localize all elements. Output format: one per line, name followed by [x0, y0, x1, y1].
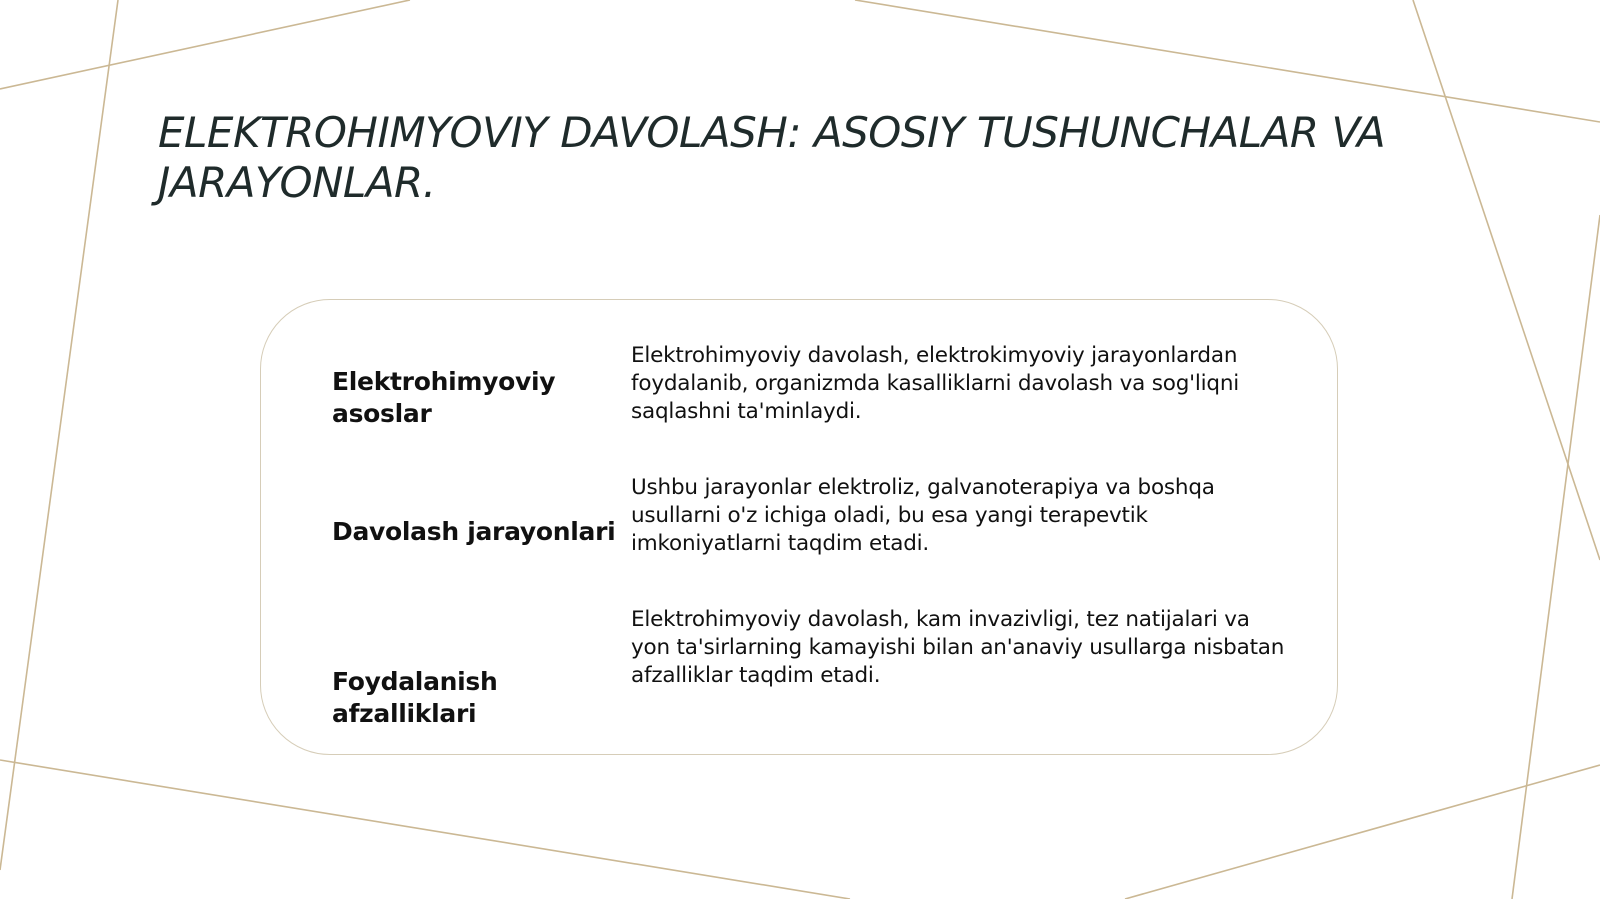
row-description-2: Ushbu jarayonlar elektroliz, galvanoterapiya va boshqa usullarni o'z ichiga oladi, bu esa yangi terapevtik imkoniyatlarni taqdim etadi. — [631, 475, 1215, 556]
deco-line-bottom-left-diagonal — [0, 760, 850, 899]
row-term-1: Elektrohimyoviy asoslar — [332, 367, 556, 428]
row-term-2: Davolash jarayonlari — [332, 517, 616, 546]
row-description-3: Elektrohimyoviy davolash, kam invazivligi, tez natijalari va yon ta'sirlarning kamayishi bilan an'anaviy usullarga nisbatan afzalliklar taqdim etadi. — [631, 607, 1285, 688]
deco-line-right-steep — [1413, 0, 1600, 560]
deco-line-bottom-right-diagonal — [1125, 765, 1600, 899]
deco-line-right-vertical — [1512, 215, 1600, 899]
deco-line-top-left-diagonal — [0, 0, 410, 89]
row-term-3: Foydalanish afzalliklari — [332, 667, 498, 728]
deco-line-left-vertical — [0, 0, 118, 870]
slide-title: ELEKTROHIMYOVIY DAVOLASH: ASOSIY TUSHUNCHALAR VA JARAYONLAR. — [158, 108, 1386, 207]
deco-line-top-right-diagonal — [855, 0, 1600, 122]
row-description-1: Elektrohimyoviy davolash, elektrokimyoviy jarayonlardan foydalanib, organizmda kasalliklarni davolash va sog'liqni saqlashni ta'minlaydi. — [631, 343, 1240, 424]
